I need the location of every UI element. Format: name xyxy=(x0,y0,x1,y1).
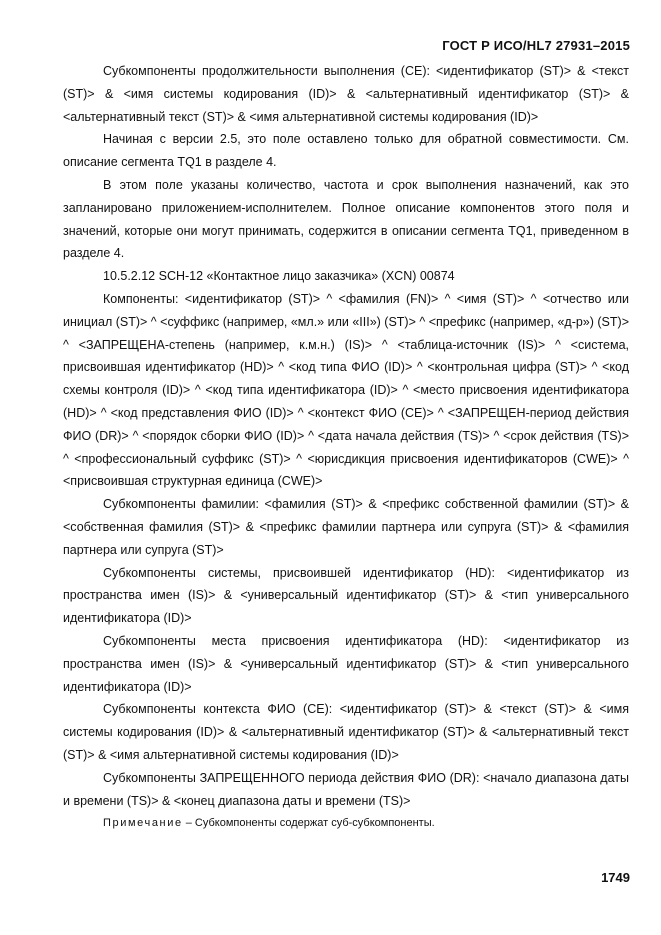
paragraph-assigning-place-subcomponents: Субкомпоненты места присвоения идентификатора (HD): <идентификатор из пространства имен (IS)> & <универсальный идентификатор (ST)> & <тип универсального идентификатора (ID)> xyxy=(63,633,629,694)
section-heading: 10.5.2.12 SCH-12 «Контактное лицо заказчика» (XCN) 00874 xyxy=(103,269,455,284)
note-text: – Субкомпоненты содержат суб-субкомпоненты. xyxy=(182,817,435,830)
note-label: Примечание xyxy=(103,817,183,830)
paragraph-validity-period-subcomponents: Субкомпоненты ЗАПРЕЩЕННОГО периода действия ФИО (DR): <начало диапазона даты и времени (TS)> & <конец диапазона даты и времени (TS)> xyxy=(63,770,629,808)
document-header: ГОСТ Р ИСО/HL7 27931–2015 xyxy=(442,38,630,53)
paragraph-components: Компоненты: <идентификатор (ST)> ^ <фамилия (FN)> ^ <имя (ST)> ^ <отчество или инициал (ST)> ^ <суффикс (например, «мл.» или «III») (ST)> ^ <префикс (например, «д-р») (ST)> ^ <ЗАПРЕЩЕНА-степень (например, к.м.н.) (IS)> ^ <таблица-источник (IS)> ^ <система, присвоившая идентификатор (HD)> ^ <код типа ФИО (ID)> ^ <контрольная цифра (ST)> ^ <код схемы контроля (ID)> ^ <код типа идентификатора (ID)> ^ <место присвоения идентификатора (HD)> ^ <код представления ФИО (ID)> ^ <контекст ФИО (CE)> ^ <ЗАПРЕЩЕН-период действия ФИО (DR)> ^ <порядок сборки ФИО (ID)> ^ <дата начала действия (TS)> ^ <срок действия (TS)> ^ <профессиональный суффикс (ST)> ^ <юрисдикция присвоения идентификаторов (CWE)> ^ <присвоившая структурная единица (CWE)> xyxy=(63,291,629,489)
paragraph-compatibility: Начиная с версии 2.5, это поле оставлено только для обратной совместимости. См. описание сегмента TQ1 в разделе 4. xyxy=(63,132,629,170)
paragraph-assigning-system-subcomponents: Субкомпоненты системы, присвоившей идентификатор (HD): <идентификатор из пространства имен (IS)> & <универсальный идентификатор (ST)> & <тип универсального идентификатора (ID)> xyxy=(63,565,629,626)
paragraph-surname-subcomponents: Субкомпоненты фамилии: <фамилия (ST)> & <префикс собственной фамилии (ST)> & <собственная фамилия (ST)> & <префикс фамилии партнера или супруга (ST)> & <фамилия партнера или супруга (ST)> xyxy=(63,497,629,557)
paragraph-field-description: В этом поле указаны количество, частота и срок выполнения назначений, как это запланировано приложением-исполнителем. Полное описание компонентов этого поля и значений, которые они могут принимать, содержится в описании сегмента TQ1, приведенном в разделе 4. xyxy=(63,177,629,261)
note xyxy=(63,812,629,834)
page-number: 1749 xyxy=(601,870,630,885)
paragraph-ce-subcomponents: Субкомпоненты продолжительности выполнения (CE): <идентификатор (ST)> & <текст (ST)> & <имя системы кодирования (ID)> & <альтернативный идентификатор (ST)> & <альтернативный текст (ST)> & <имя альтернативной системы кодирования (ID)> xyxy=(63,64,629,124)
paragraph-name-context-subcomponents: Субкомпоненты контекста ФИО (CE): <идентификатор (ST)> & <текст (ST)> & <имя системы кодирования (ID)> & <альтернативный идентификатор (ST)> & <альтернативный текст (ST)> & <имя альтернативной системы кодирования (ID)> xyxy=(63,702,629,762)
page-body xyxy=(63,60,629,834)
